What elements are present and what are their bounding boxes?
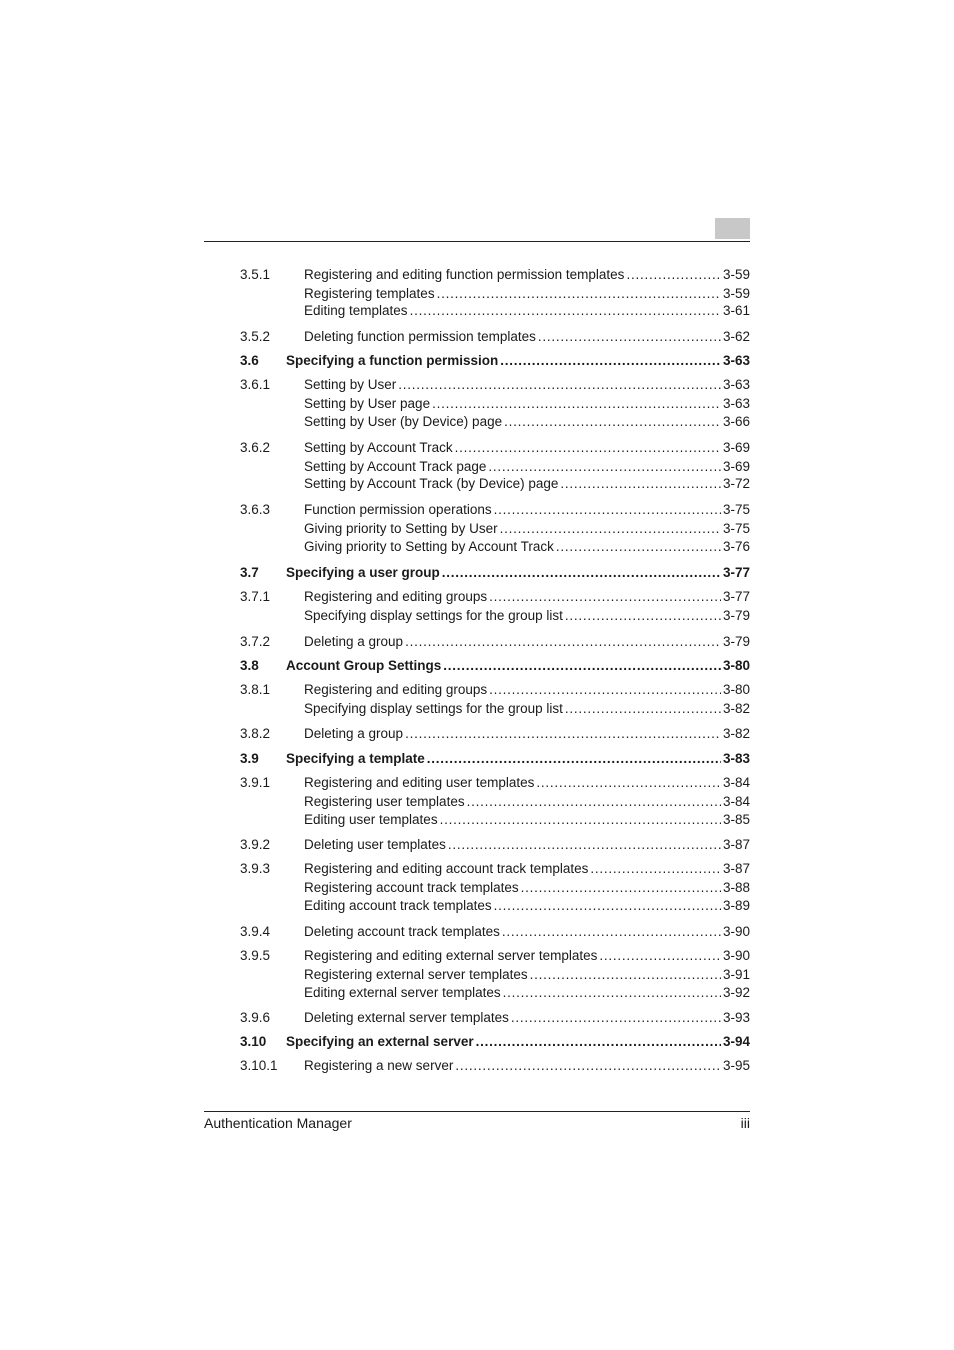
toc-dot-leader [521,879,721,897]
toc-dot-leader [442,564,721,582]
toc-entry[interactable] [204,458,750,476]
toc-dot-leader [565,700,721,718]
toc-entry-page: 3-63 [722,353,750,368]
toc-entry[interactable] [204,475,750,493]
toc-entry[interactable] [204,1033,750,1051]
toc-entry-title: Setting by Account Track [304,440,453,455]
toc-entry[interactable] [204,633,750,651]
toc-entry[interactable] [204,657,750,675]
toc-dot-leader [489,681,721,699]
toc-entry-title: Specifying a function permission [286,353,499,368]
toc-dot-leader [405,633,721,651]
toc-entry-title: Registering and editing groups [304,682,488,697]
toc-entry-page: 3-93 [722,1010,750,1025]
toc-entry-number: 3.10.1 [240,1058,278,1073]
toc-entry-title: Editing user templates [304,812,438,827]
toc-entry-page: 3-69 [722,440,750,455]
toc-entry-page: 3-90 [722,924,750,939]
toc-entry-title: Registering account track templates [304,880,519,895]
toc-entry[interactable] [204,966,750,984]
toc-entry[interactable] [204,285,750,303]
chapter-tab-marker [715,218,750,239]
toc-entry[interactable] [204,750,750,768]
toc-entry-title: Giving priority to Setting by Account Track [304,539,554,554]
toc-entry-title: Setting by Account Track page [304,459,487,474]
toc-dot-leader [504,413,721,431]
toc-dot-leader [488,458,721,476]
toc-dot-leader [489,588,721,606]
toc-entry-title: Specifying a template [286,751,425,766]
toc-entry-title: Registering and editing groups [304,589,488,604]
toc-entry-page: 3-66 [722,414,750,429]
toc-dot-leader [448,836,721,854]
toc-entry-page: 3-94 [722,1034,750,1049]
toc-entry-page: 3-76 [722,539,750,554]
toc-dot-leader [626,266,721,284]
toc-entry-number: 3.7.1 [240,589,271,604]
toc-entry-title: Setting by User (by Device) page [304,414,503,429]
toc-entry-number: 3.5.1 [240,267,271,282]
toc-entry-page: 3-75 [722,502,750,517]
toc-entry-number: 3.9.3 [240,861,271,876]
toc-entry-title: Setting by User page [304,396,431,411]
toc-dot-leader [405,725,721,743]
toc-entry-number: 3.6 [240,353,259,368]
toc-entry-page: 3-75 [722,521,750,536]
toc-entry-page: 3-83 [722,751,750,766]
toc-entry[interactable] [204,793,750,811]
toc-entry-page: 3-69 [722,459,750,474]
toc-entry-number: 3.5.2 [240,329,271,344]
toc-entry-page: 3-90 [722,948,750,963]
toc-entry-number: 3.8.1 [240,682,271,697]
toc-entry-page: 3-59 [722,286,750,301]
toc-dot-leader [440,811,721,829]
toc-entry-number: 3.6.3 [240,502,271,517]
toc-entry[interactable] [204,1057,750,1075]
toc-entry-title: Giving priority to Setting by User [304,521,498,536]
toc-entry[interactable] [204,395,750,413]
toc-entry[interactable] [204,984,750,1002]
toc-entry[interactable] [204,923,750,941]
toc-entry-page: 3-88 [722,880,750,895]
toc-entry-page: 3-87 [722,861,750,876]
toc-entry-number: 3.8.2 [240,726,271,741]
toc-entry-title: Registering and editing user templates [304,775,535,790]
toc-entry-number: 3.9.6 [240,1010,271,1025]
toc-entry-title: Specifying a user group [286,565,440,580]
toc-entry-title: Editing external server templates [304,985,501,1000]
toc-entry[interactable] [204,413,750,431]
toc-entry-title: Specifying an external server [286,1034,474,1049]
toc-dot-leader [502,923,721,941]
toc-entry-title: Registering templates [304,286,435,301]
toc-entry-page: 3-82 [722,701,750,716]
toc-dot-leader [476,1033,721,1051]
toc-entry[interactable] [204,501,750,519]
toc-entry-page: 3-87 [722,837,750,852]
toc-entry-page: 3-95 [722,1058,750,1073]
toc-entry[interactable] [204,1009,750,1027]
toc-entry[interactable] [204,538,750,556]
toc-entry-number: 3.10 [240,1034,267,1049]
toc-entry-title: Registering user templates [304,794,465,809]
toc-entry-page: 3-77 [722,589,750,604]
toc-entry-number: 3.6.1 [240,377,271,392]
toc-entry-title: Deleting function permission templates [304,329,536,344]
header-rule [204,241,750,242]
toc-dot-leader [410,302,721,320]
toc-entry[interactable] [204,700,750,718]
toc-dot-leader [500,520,721,538]
toc-entry[interactable] [204,520,750,538]
toc-dot-leader [437,285,721,303]
toc-entry[interactable] [204,879,750,897]
toc-entry-page: 3-89 [722,898,750,913]
toc-entry-page: 3-79 [722,634,750,649]
toc-dot-leader [427,750,721,768]
toc-entry-title: Specifying display settings for the group list [304,608,563,623]
toc-entry-page: 3-63 [722,377,750,392]
toc-dot-leader [536,774,721,792]
toc-entry[interactable] [204,439,750,457]
toc-entry-number: 3.9.2 [240,837,271,852]
toc-entry-title: Deleting a group [304,634,404,649]
toc-entry-page: 3-85 [722,812,750,827]
toc-dot-leader [511,1009,721,1027]
toc-entry-number: 3.7.2 [240,634,271,649]
toc-entry-page: 3-63 [722,396,750,411]
toc-entry-title: Deleting account track templates [304,924,500,939]
toc-entry-title: Editing account track templates [304,898,492,913]
toc-entry[interactable] [204,681,750,699]
toc-dot-leader [398,376,721,394]
toc-entry[interactable] [204,897,750,915]
toc-dot-leader [560,475,721,493]
toc-entry[interactable] [204,352,750,370]
toc-entry-page: 3-72 [722,476,750,491]
toc-entry[interactable] [204,302,750,320]
toc-entry-title: Registering a new server [304,1058,454,1073]
toc-entry-page: 3-61 [722,303,750,318]
toc-entry-title: Setting by User [304,377,397,392]
toc-entry-page: 3-80 [722,682,750,697]
toc-entry-page: 3-91 [722,967,750,982]
toc-entry-page: 3-79 [722,608,750,623]
toc-dot-leader [599,947,721,965]
toc-dot-leader [590,860,721,878]
toc-entry[interactable] [204,811,750,829]
toc-entry-title: Deleting user templates [304,837,446,852]
toc-entry-number: 3.7 [240,565,259,580]
toc-entry-number: 3.9 [240,751,259,766]
toc-entry[interactable] [204,947,750,965]
toc-entry-title: Registering and editing account track templates [304,861,589,876]
toc-entry-title: Registering external server templates [304,967,528,982]
toc-entry-page: 3-62 [722,329,750,344]
toc-entry[interactable] [204,607,750,625]
toc-dot-leader [565,607,721,625]
toc-dot-leader [500,352,721,370]
toc-entry-title: Editing templates [304,303,408,318]
toc-entry[interactable] [204,836,750,854]
footer-title: Authentication Manager [204,1115,352,1131]
toc-entry[interactable] [204,725,750,743]
toc-entry-number: 3.8 [240,658,259,673]
toc-entry-title: Registering and editing function permission templates [304,267,625,282]
footer-page-number: iii [740,1115,750,1131]
toc-entry[interactable] [204,266,750,284]
toc-entry-page: 3-77 [722,565,750,580]
toc-entry[interactable] [204,860,750,878]
toc-entry[interactable] [204,564,750,582]
toc-dot-leader [494,897,721,915]
toc-entry-page: 3-59 [722,267,750,282]
toc-entry-title: Specifying display settings for the group list [304,701,563,716]
toc-dot-leader [530,966,721,984]
toc-entry-title: Function permission operations [304,502,492,517]
toc-dot-leader [538,328,721,346]
toc-entry-page: 3-84 [722,775,750,790]
footer-rule [204,1111,750,1112]
toc-entry[interactable] [204,376,750,394]
toc-entry-number: 3.6.2 [240,440,271,455]
toc-entry[interactable] [204,588,750,606]
toc-entry-title: Setting by Account Track (by Device) page [304,476,559,491]
toc-entry-number: 3.9.4 [240,924,271,939]
toc-entry-page: 3-92 [722,985,750,1000]
toc-entry-page: 3-80 [722,658,750,673]
toc-entry-number: 3.9.5 [240,948,271,963]
toc-dot-leader [432,395,721,413]
toc-entry-title: Deleting a group [304,726,404,741]
toc-dot-leader [467,793,721,811]
toc-dot-leader [455,1057,721,1075]
toc-entry[interactable] [204,328,750,346]
toc-dot-leader [455,439,721,457]
toc-dot-leader [494,501,721,519]
toc-entry-title: Deleting external server templates [304,1010,509,1025]
toc-dot-leader [443,657,721,675]
toc-entry-page: 3-82 [722,726,750,741]
toc-dot-leader [556,538,721,556]
toc-entry[interactable] [204,774,750,792]
toc-entry-title: Registering and editing external server templates [304,948,598,963]
toc-entry-number: 3.9.1 [240,775,271,790]
toc-entry-page: 3-84 [722,794,750,809]
toc-dot-leader [503,984,721,1002]
toc-entry-title: Account Group Settings [286,658,442,673]
